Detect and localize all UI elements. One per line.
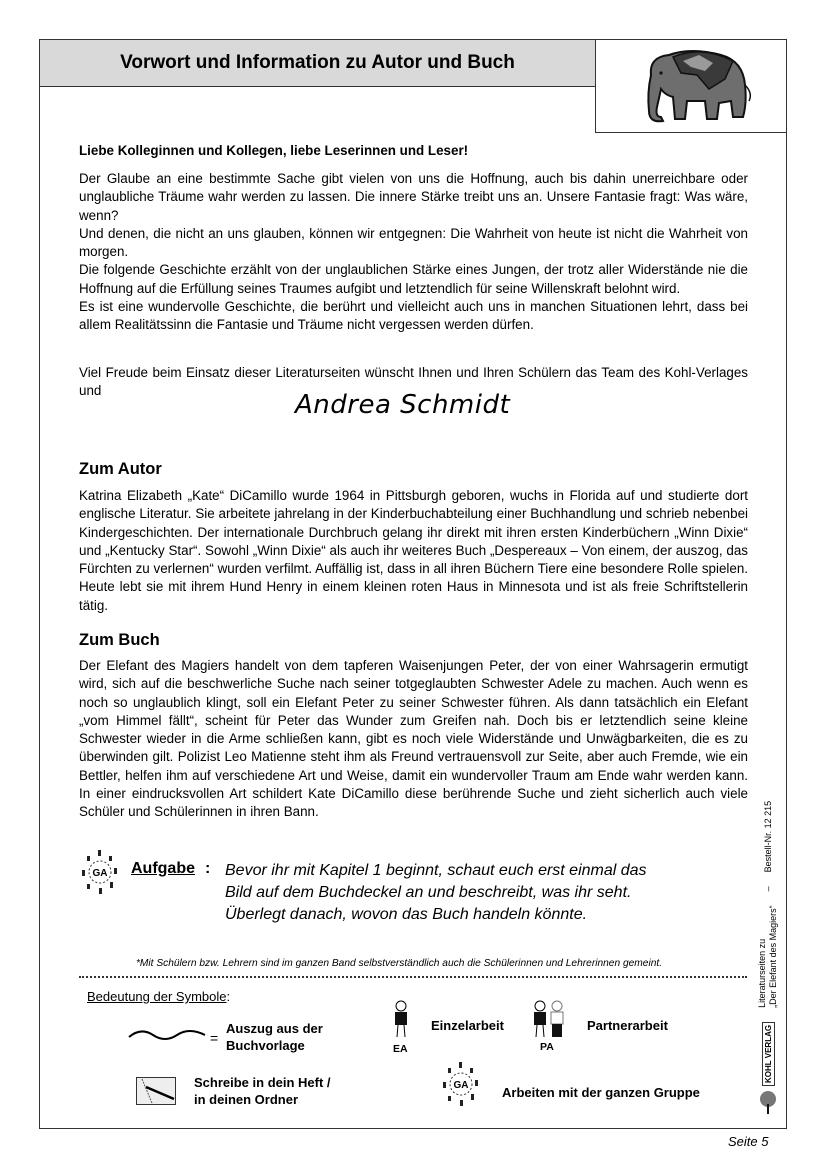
- notebook-pen-icon: [136, 1077, 176, 1105]
- sidebar-text: [750, 800, 786, 1120]
- partner-icon: [531, 1000, 567, 1040]
- elephant-image: [595, 39, 787, 133]
- ea-tag: EA: [393, 1043, 408, 1055]
- task-colon: :: [205, 860, 211, 877]
- greeting: Liebe Kolleginnen und Kollegen, liebe Leserinnen und Leser!: [79, 143, 469, 158]
- wave-icon: [127, 1027, 207, 1043]
- legend-group: Arbeiten mit der ganzen Gruppe: [502, 1085, 700, 1100]
- task-text: [225, 860, 647, 926]
- svg-text:GA: GA: [92, 868, 108, 879]
- page-number: Seite 5: [728, 1134, 769, 1149]
- single-person-icon: [391, 1000, 411, 1040]
- equals-sign: =: [210, 1030, 219, 1046]
- legend-title: Bedeutung der Symbole:: [87, 989, 231, 1004]
- sidebar-imprint: [750, 800, 786, 1120]
- svg-text:GA: GA: [453, 1080, 469, 1091]
- elephant-icon: [621, 45, 761, 127]
- preface-paragraph: Und denen, die nicht an uns glauben, können wir entgegnen: Die Wahrheit von heute ist nicht die Wahrheit von morgen.: [79, 225, 748, 260]
- task-line: Bild auf dem Buchdeckel an und beschreibt, was ihr seht.: [225, 884, 632, 901]
- order-number: Bestell-Nr. 12 215: [762, 800, 773, 873]
- legend-partner: Partnerarbeit: [587, 1018, 668, 1033]
- closing-paragraph: Viel Freude beim Einsatz dieser Literaturseiten wünscht Ihnen und Ihren Schülern das Team des Kohl-Verlages und: [79, 365, 748, 399]
- group-work-icon: [440, 1060, 482, 1108]
- book-section: [79, 657, 748, 822]
- pa-tag: PA: [540, 1041, 554, 1053]
- task-label: Aufgabe: [131, 860, 195, 877]
- preface-paragraph: Es ist eine wundervolle Geschichte, die berührt und vielleicht auch uns in manchen Situationen lehrt, dass bei allem Realitätssinn die Fantasie und Träume nicht vergessen werden dürfen.: [79, 299, 748, 333]
- group-work-icon: [79, 848, 121, 896]
- author-heading: Zum Autor: [79, 460, 162, 478]
- series-line: Literaturseiten zu: [757, 938, 767, 1008]
- author-section: [79, 487, 748, 615]
- title-banner: [39, 39, 596, 87]
- publisher-logo: KOHL VERLAG: [762, 1022, 775, 1086]
- book-heading: Zum Buch: [79, 631, 160, 649]
- separator-dash: –: [762, 886, 773, 892]
- preface-paragraph: Die folgende Geschichte erzählt von der unglaublichen Stärke eines Jungen, der trotz aller Widerstände nie die Hoffnung auf die Erfüllung seines Traumes aufgibt und letztendlich für seine Willenskraft belohnt wird.: [79, 262, 748, 296]
- footnote: *Mit Schülern bzw. Lehrern sind im ganzen Band selbstverständlich auch die Schülerinnen und Lehrerinnen gemeint.: [135, 958, 663, 969]
- publisher-tree-icon: [757, 1090, 779, 1116]
- signature: Andrea Schmidt: [295, 390, 511, 420]
- task-line: Überlegt danach, wovon das Buch handeln könnte.: [225, 906, 588, 923]
- page-title: Vorwort und Information zu Autor und Buch: [120, 52, 515, 73]
- preface-paragraph: Der Glaube an eine bestimmte Sache gibt vielen von uns die Hoffnung, auch bis dahin unerreichbare oder unglaubliche Träume wahr werden zu lassen. Die innere Stärke treibt uns an. Unsere Fantasie fragt: Was wäre, wenn?: [79, 171, 748, 223]
- task-box: [79, 848, 719, 928]
- task-line: Bevor ihr mit Kapitel 1 beginnt, schaut euch erst einmal das: [225, 862, 647, 879]
- book-text: Der Elefant des Magiers handelt von dem tapferen Waisenjungen Peter, der von einer Wahrsagerin ermutigt wird, sich auf die beschwerliche Suche nach seiner totgeglaubten Schwester Adele zu machen. Auch wenn es noch so unglaublich klingt, soll ein Elefant Peter zu seiner Schwester führen. Als dann tatsächlich ein Elefant „vom Himmel fällt“, scheint für Peter das Wunder zum Greifen nah. Doch bis er letztendlich seine kleine Schwester wieder in die Arme schließen kann, gibt es noch viele Widerstände und Unwägbarkeiten, die es zu überwinden gilt. Polizist Leo Matienne steht ihm als Freund vertrauensvoll zur Seite, aber auch Fremde, wie ein Bettler, helfen ihm auf verschiedene Art und Weise, damit ein wundervoller Traum am Ende wahr werden kann. In einer eindrucksvollen Art schildert Kate DiCamillo diese berührende Suche und zieht sicherlich auch viele Schüler und Schülerinnen in ihren Bann.: [79, 658, 748, 820]
- preface-body: [79, 170, 748, 335]
- legend-excerpt: Auszug aus der Buchvorlage: [226, 1021, 323, 1053]
- legend-single: Einzelarbeit: [431, 1018, 504, 1033]
- legend-write: Schreibe in dein Heft / in deinen Ordner: [194, 1075, 331, 1107]
- author-text: Katrina Elizabeth „Kate“ DiCamillo wurde 1964 in Pittsburgh geboren, wuchs in Florida auf und studierte dort englische Literatur. Sie arbeitete jahrelang in der Kinderbuchabteilung einer Buchhandlung und schrieb nebenbei Kindergeschichten. Der internationale Durchbruch gelang ihr direkt mit ihren ersten Kinderbüchern „Winn Dixie“ und „Kentucky Star“. Sowohl „Winn Dixie“ als auch ihr weiteres Buch „Despereaux – Von einem, der auszog, das Fürchten zu verlernen“ wurden verfilmt. Auffällig ist, dass in all ihren Büchern Tiere eine besondere Rolle spielen. Heute lebt sie mit ihrem Hund Henry in einem kleinen roten Haus in Minnesota und ist als freie Schriftstellerin tätig.: [79, 488, 748, 613]
- series-title: „Der Elefant des Magiers“: [768, 905, 778, 1008]
- dotted-divider: [79, 976, 747, 978]
